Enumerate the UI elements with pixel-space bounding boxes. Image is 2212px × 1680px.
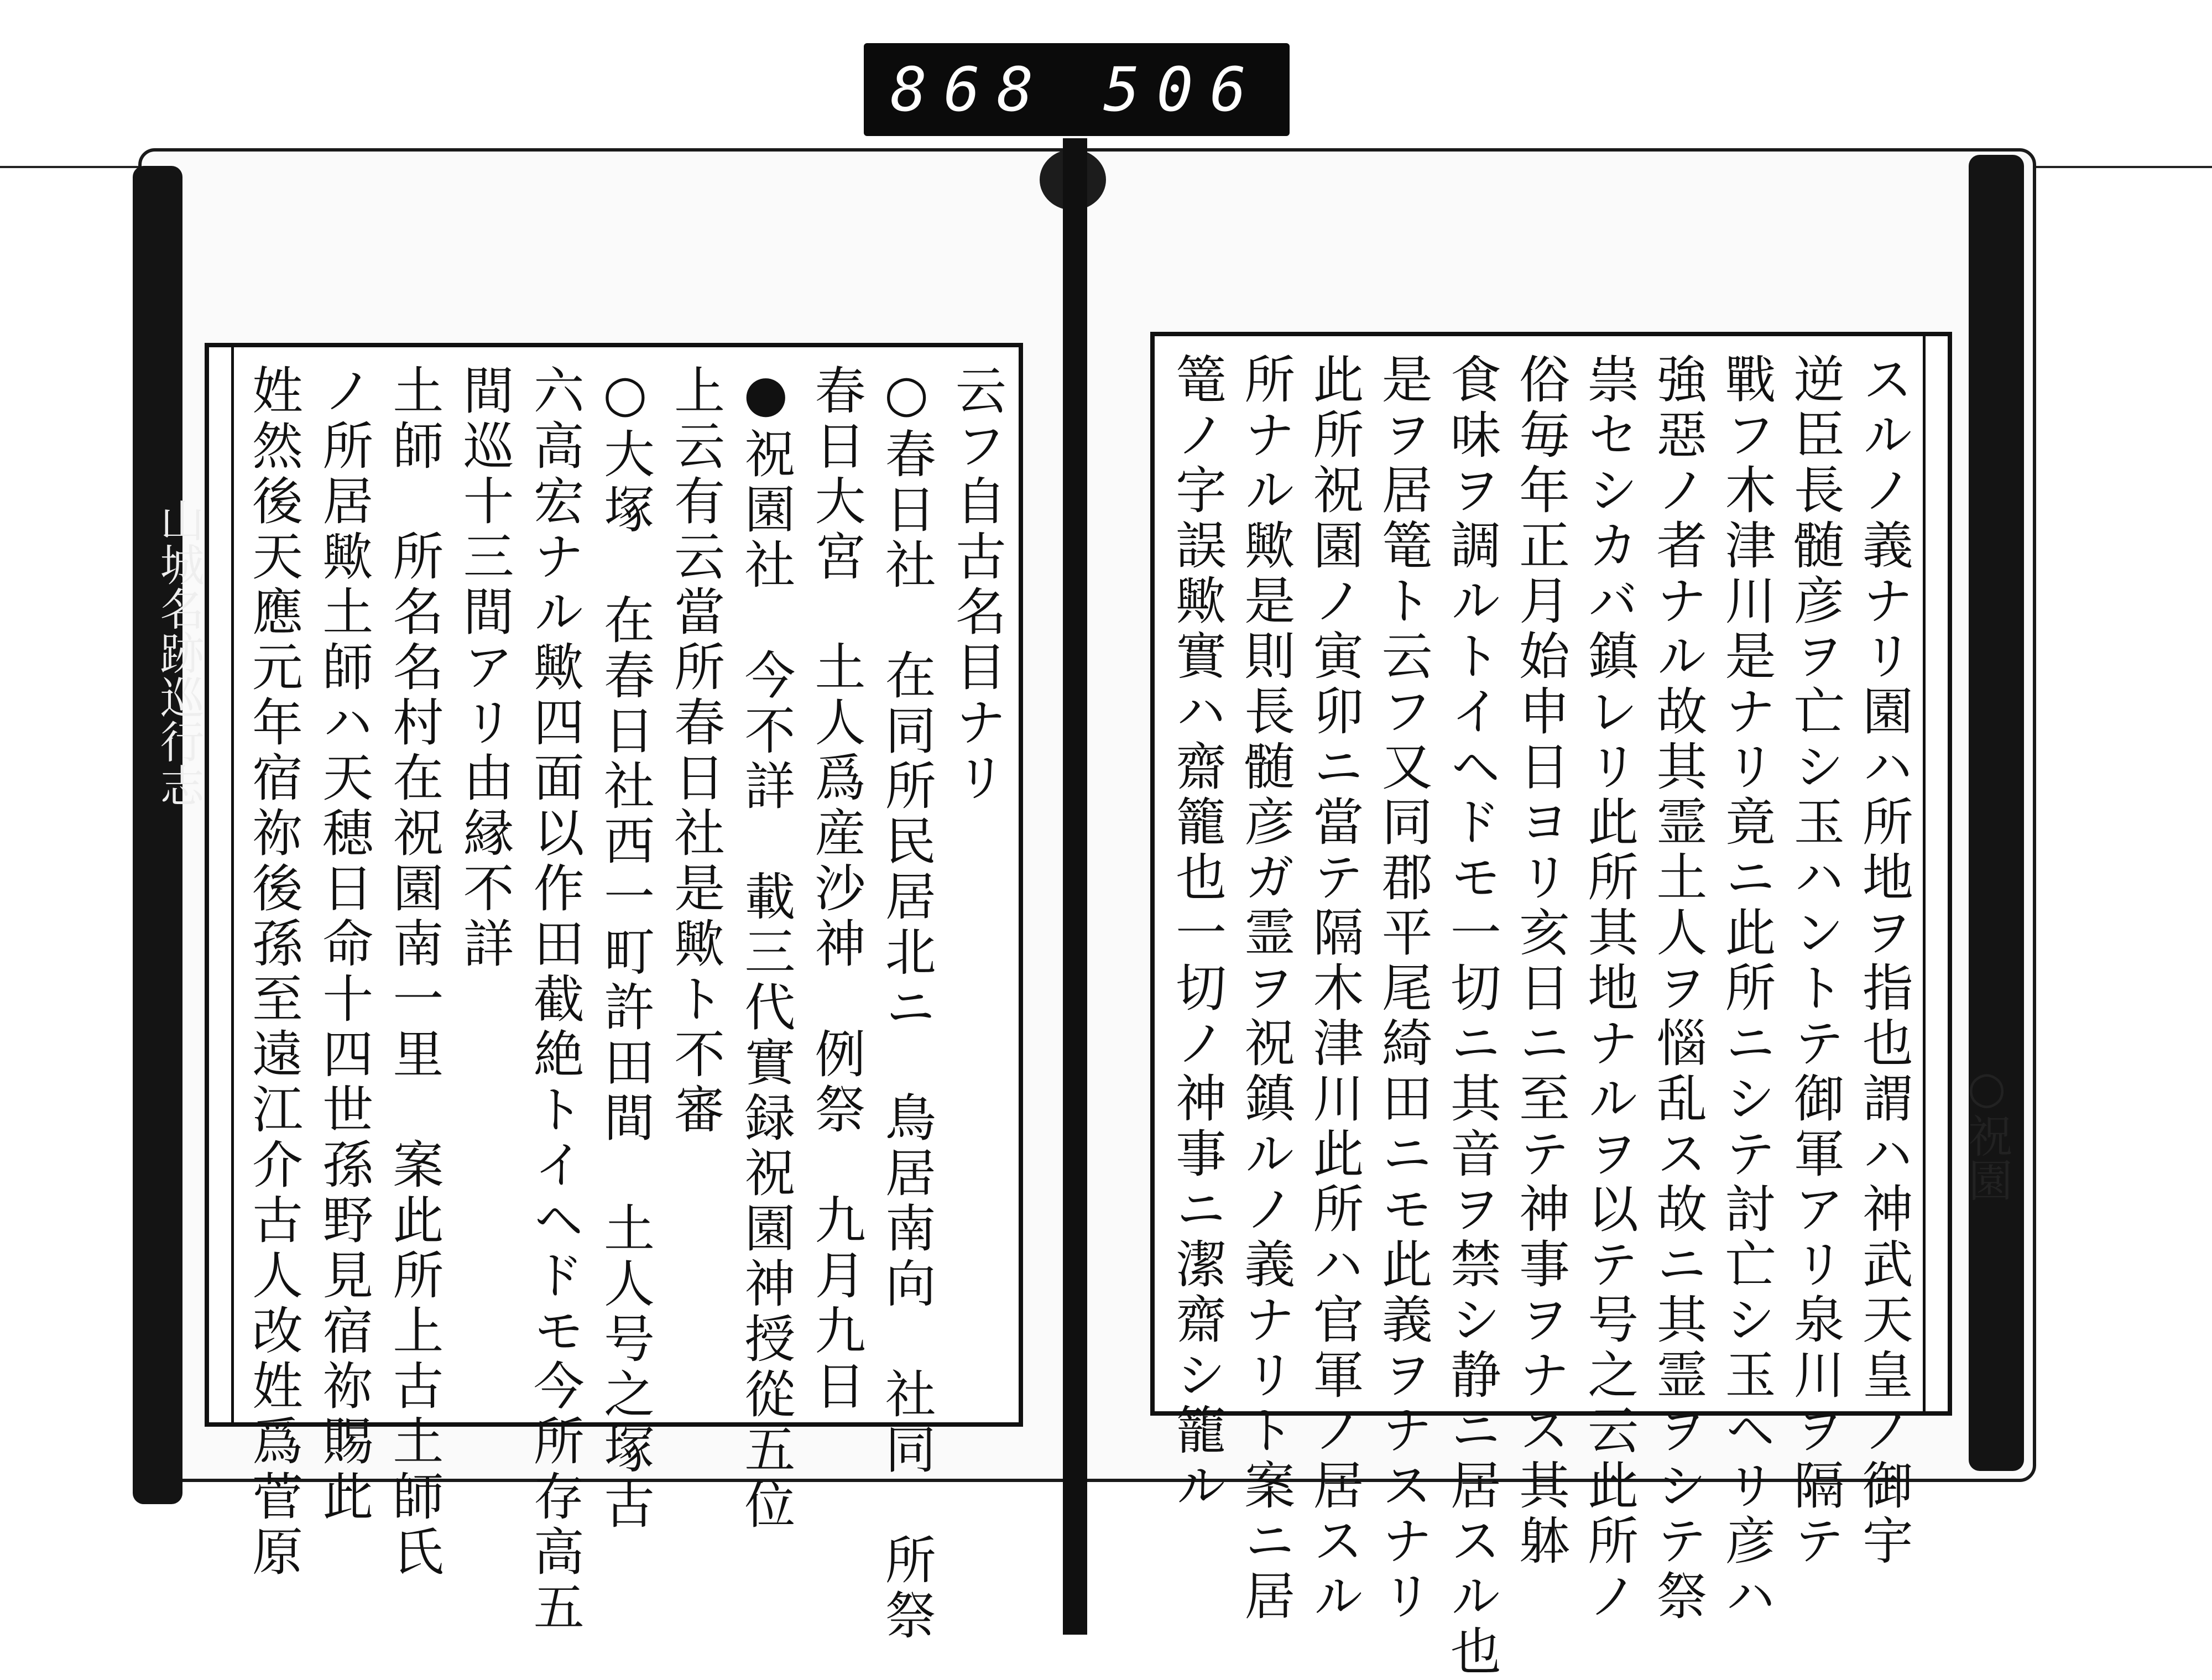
text-column: 戰フ木津川是ナリ竟ニ此所ニシテ討亡シ玉ヘリ彦ハ — [1717, 353, 1776, 1625]
right-page-frame — [1150, 332, 1952, 1680]
left-page-inner-rule — [231, 347, 234, 1422]
catalog-number-label — [864, 43, 1290, 136]
right-margin-title: ○祝園 — [1961, 1062, 2012, 1202]
catalog-number-right: 506 — [1103, 54, 1263, 125]
text-column: 所ナル歟是則長髄彦ガ霊ヲ祝鎮ルノ義ナリト案ニ居 — [1236, 353, 1296, 1625]
text-column: 六高宏ナル歟四面以作田截絶トイヘドモ今所存高五 — [525, 364, 585, 1636]
text-column: 逆臣長髄彦ヲ亡シ玉ハントテ御軍アリ泉川ヲ隔テ — [1785, 353, 1845, 1569]
text-column: 此所祝園ノ寅卯ニ當テ隔木津川此所ハ官軍ノ居スル — [1305, 353, 1364, 1625]
text-column: 祟セシカバ鎮レリ此所其地ナルヲ以テ号之云此所ノ — [1579, 353, 1639, 1625]
text-column: 是ヲ居篭ト云フ又同郡平尾綺田ニモ此義ヲナスナリ — [1373, 353, 1433, 1625]
text-column: 食味ヲ調ルトイヘドモ一切ニ其音ヲ禁シ静ニ居スル也 — [1442, 353, 1501, 1680]
text-column: ●祝園社 今不詳 載三代實録祝園神授從五位 — [736, 364, 796, 1533]
left-margin-title: 山城名跡巡行志 — [153, 498, 204, 807]
left-cover-edge — [133, 166, 182, 1504]
text-column: 云フ自古名目ナリ — [947, 364, 1006, 806]
text-column: スルノ義ナリ園ハ所地ヲ指也謂ハ神武天皇ノ御宇 — [1854, 353, 1913, 1569]
text-column: 間巡十三間アリ由縁不詳 — [455, 364, 514, 972]
text-column: 俗毎年正月始申日ヨリ亥日ニ至テ神事ヲナス其躰 — [1510, 353, 1570, 1569]
text-column: 春日大宮 土人爲産沙神 例祭 九月九日 — [806, 364, 866, 1415]
text-column: ○春日社 在同所民居北ニ 鳥居南向 社同 所祭 — [877, 364, 936, 1644]
text-column: 強惡ノ者ナル故其霊土人ヲ惱乱ス故ニ其霊ヲシテ祭 — [1648, 353, 1708, 1625]
text-column: 土師 所名名村在祝園南一里 案此所上古土師氏 — [384, 364, 444, 1580]
text-column: 姓然後天應元年宿祢後孫至遠江介古人改姓爲菅原 — [244, 364, 303, 1580]
right-page-inner-rule — [1923, 336, 1926, 1411]
catalog-number-left: 868 — [890, 54, 1050, 125]
left-page-text — [244, 353, 1006, 1644]
text-column: ○大塚 在春日社西一町許田間 土人号之塚古 — [595, 364, 655, 1533]
text-column: 篭ノ字誤歟實ハ齋籠也一切ノ神事ニ潔齋シ籠ル — [1167, 353, 1227, 1514]
left-page-frame — [205, 343, 1023, 1644]
book-spine — [1063, 138, 1087, 1635]
text-column: 上云有云當所春日社是歟ト不審 — [666, 364, 726, 1138]
text-column: ノ所居歟土師ハ天穂日命十四世孫野見宿祢賜此 — [314, 364, 374, 1525]
right-page-text — [1167, 342, 1913, 1680]
right-cover-edge — [1969, 155, 2024, 1471]
